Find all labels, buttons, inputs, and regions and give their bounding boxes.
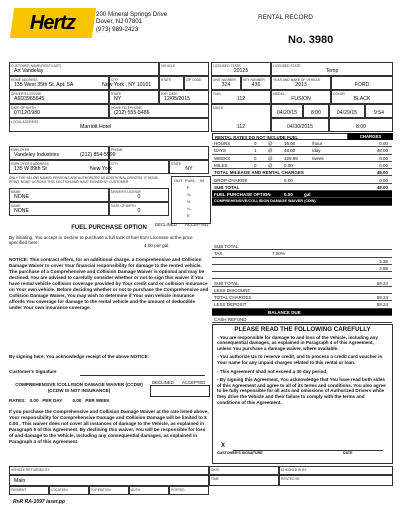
rate-row-hours: HOURS 0 @ 16.00 /hour 0.00 [212,140,392,147]
line-subtotal-2: SUB TOTAL 59.24 [212,280,392,287]
hertz-logo: Hertz [10,8,96,38]
cdw-text: If you purchase the Comprehensive and Collision Damage Waiver at the rate listed above, Your responsibility for Comprehensive Damage and Collision Damage will be limited to $ 0.00 . This waiver does not cover all instances of damage to the Vehicle, as explained in Paragraph 6 of this Agreement. By declining this waiver, You will be responsible for loss of and damage to the Vehicle, including any consequential damages, as explained in Paragraph 4 of this Agreement. [9,409,209,444]
cdw-declined[interactable]: DECLINED [152,380,174,385]
line-freight: 2.88 [212,265,392,272]
terms-box: PLEASE READ THE FOLLOWING CAREFULLY - You are responsible for damage to and loss of the Vehicle, including any consequential damages, as explained in Paragraph 4 of this Agreement, unless You purchase a damage waiver, where available. - You authorize Us to reserve credit, and to process a credit card voucher in Your name for any unpaid charges related to this rental or loan. - This Agreement shall not exceed a 30 day period. - By signing this Agreement, You acknowledge that You have read both sides of this Agreement and agree to all of its terms and conditions. You also agree to be fully responsible for all acts and omissions of Authorized Drivers while they drive the Vehicle and their failure to comply with the terms and conditions of this Agreement. X CUSTOMER'S SIGNATURE DATE [212,324,393,464]
fuel-purchase-option: FUEL PURCHASE OPTION By initialing, You accept or decline to purchase a full tank of fuel from Licensee at the price specified here; 4.00 per gal. [9,225,193,248]
cdw-notice: NOTICE: This contract offers, for an additional charge, a Comprehensive and Collision Damage Waiver to cover Your financial responsibility for damage to the rented vehicle. The purchase of a Comprehensive and Collision Damage Waiver is optional and may be declined. You are advised to carefully consider whether or not to sign this waiver if You have rental vehicle collision coverage provided by Your credit card or collision insurance on Your own vehicle. Before deciding whether or not to purchase the Comprehensive and Collision Damage Waiver, You may wish to determine if Your own vehicle insurance affords You coverage for damage to the rental vehicle and the amount of deductible under Your own insurance coverage. [9,257,209,310]
record-number: No. 3980 [288,34,334,46]
charges-heading: CHARGES [348,133,393,140]
cdw-label: COMPREHENSIVE /COLLISION DAMAGE WAIVER (CCDW) (CCDW IS NOT INSURANCE) [15,382,143,393]
cdw-rates: RATES: 0.00 PER DAY 0.00 PER WEEK [9,398,110,403]
rate-row-miles: MILES 0 @ 0.00 0.00 [212,162,392,169]
cdw-accepted[interactable]: ACCEPTED [182,380,206,385]
fuel-option-row: FUEL PURCHASE OPTION 0.00 gal [212,191,392,198]
line-blank [212,272,392,279]
footer: VEHICLE RETURNED BY DATE CHECKED IN BY Main TIME RENTED BY PAYMENT LOCATION EXPIRATION AUTH POSTED RnR RA-1097 laser.pp [9,466,393,506]
cdw-row: COMPREHENSIVE/COLLISION DAMAGE WAIVER (CDW) [212,198,392,205]
line-deposit: LESS DEPOSIT 59.24 [212,301,392,308]
line-subtotal: SUB TOTAL [212,243,392,250]
balance-due-row: BALANCE DUE [212,309,392,316]
ack-text: By signing here, You acknowledge receipt of the above NOTICE: [9,354,150,359]
cdw-initials-box[interactable] [150,385,210,397]
form-number: RnR RA-1097 laser.pp [13,499,65,505]
total-mileage-row: TOTAL MILEAGE AND RENTAL CHARGES 48.00 [212,169,392,176]
company-address: 200 Mineral Springs Drive Dover, NJ 07801 (973) 989-2423 [96,11,168,33]
fuel-accepted[interactable]: ACCEPTED [185,222,209,227]
rates-heading: RENTAL RATES DO NOT INCLUDE FUEL [212,133,348,140]
subtotal-row: SUB TOTAL 48.00 [212,184,392,191]
line-tax: TAX 7.00% [212,250,392,257]
additional-drivers: ONLY THE BELOW NAMED PERSONS ARE AUTHORIZED AS ADDITIONAL DRIVERS. IF NONE, PRINT 'NONE' ACROSS THIS SECTION AND HAVE SIGNED BY CUSTOMER NAME NONE DRIVER'S LICENSE 0 NAME NONE DATE OF BIRTH 0 [9,176,169,222]
line-total-charges: TOTAL CHARGES 59.24 [212,294,392,301]
rate-row-days: DAYS 1 @ 48.00 /day 48.00 [212,147,392,154]
line-tax-amount: 3.36 [212,258,392,265]
fuel-declined[interactable]: DECLINED [155,222,177,227]
customer-signature-label: Customer's Signature [9,369,57,374]
drop-charge-row: DROP CHARGE 5.00 0.00 [212,177,392,184]
rate-row-weeks: WEEKS 0 @ 329.99 /week 0.00 [212,155,392,162]
cash-refund-row: CASH REFUND [212,316,392,323]
fuel-gauge: OUT FUEL IN F ¾ ½ ¼ E [171,176,211,224]
vehicle-section: LICENSED STATE 20125 LICENSED STATE Temp UNIT NUMBER 324 KEY NUMBER 436 YEAR AND MAKE OF VEHICLE 2013 FORD FUEL 112 MODEL FUSION COLOR BLACK MILES 112 04/20/15 8:00 04/29/15 9:54 04/30/2015 8:00 [211,62,393,132]
document-title: RENTAL RECORD [258,14,313,21]
customer-section: CUSTOMER NAME(FIRST/LAST) Art Vandelay VEHICLE HOME ADDRESS 135 West 35th St. Apt. 5A CITY New York , NY 10101 STATE ZIP CODE DRIVER'S LICENSE A6D3965645 STATE NY EXP. DATE 12/05/2015 DATE OF BIRTH 07/12/1980 HOME TELEPHONE (212) 555-5486 LOCAL ADDRESS Marriott Hotel [9,62,209,162]
employer-section: EMPLOYER Vandeley Industries PHONE (212) 854-5599 EMPLOYER'S ADDRESS 135 W 89th St CITY New York STATE NY [9,146,209,174]
line-discount: LESS DISCOUNT [212,287,392,294]
signature-line[interactable] [80,375,205,376]
